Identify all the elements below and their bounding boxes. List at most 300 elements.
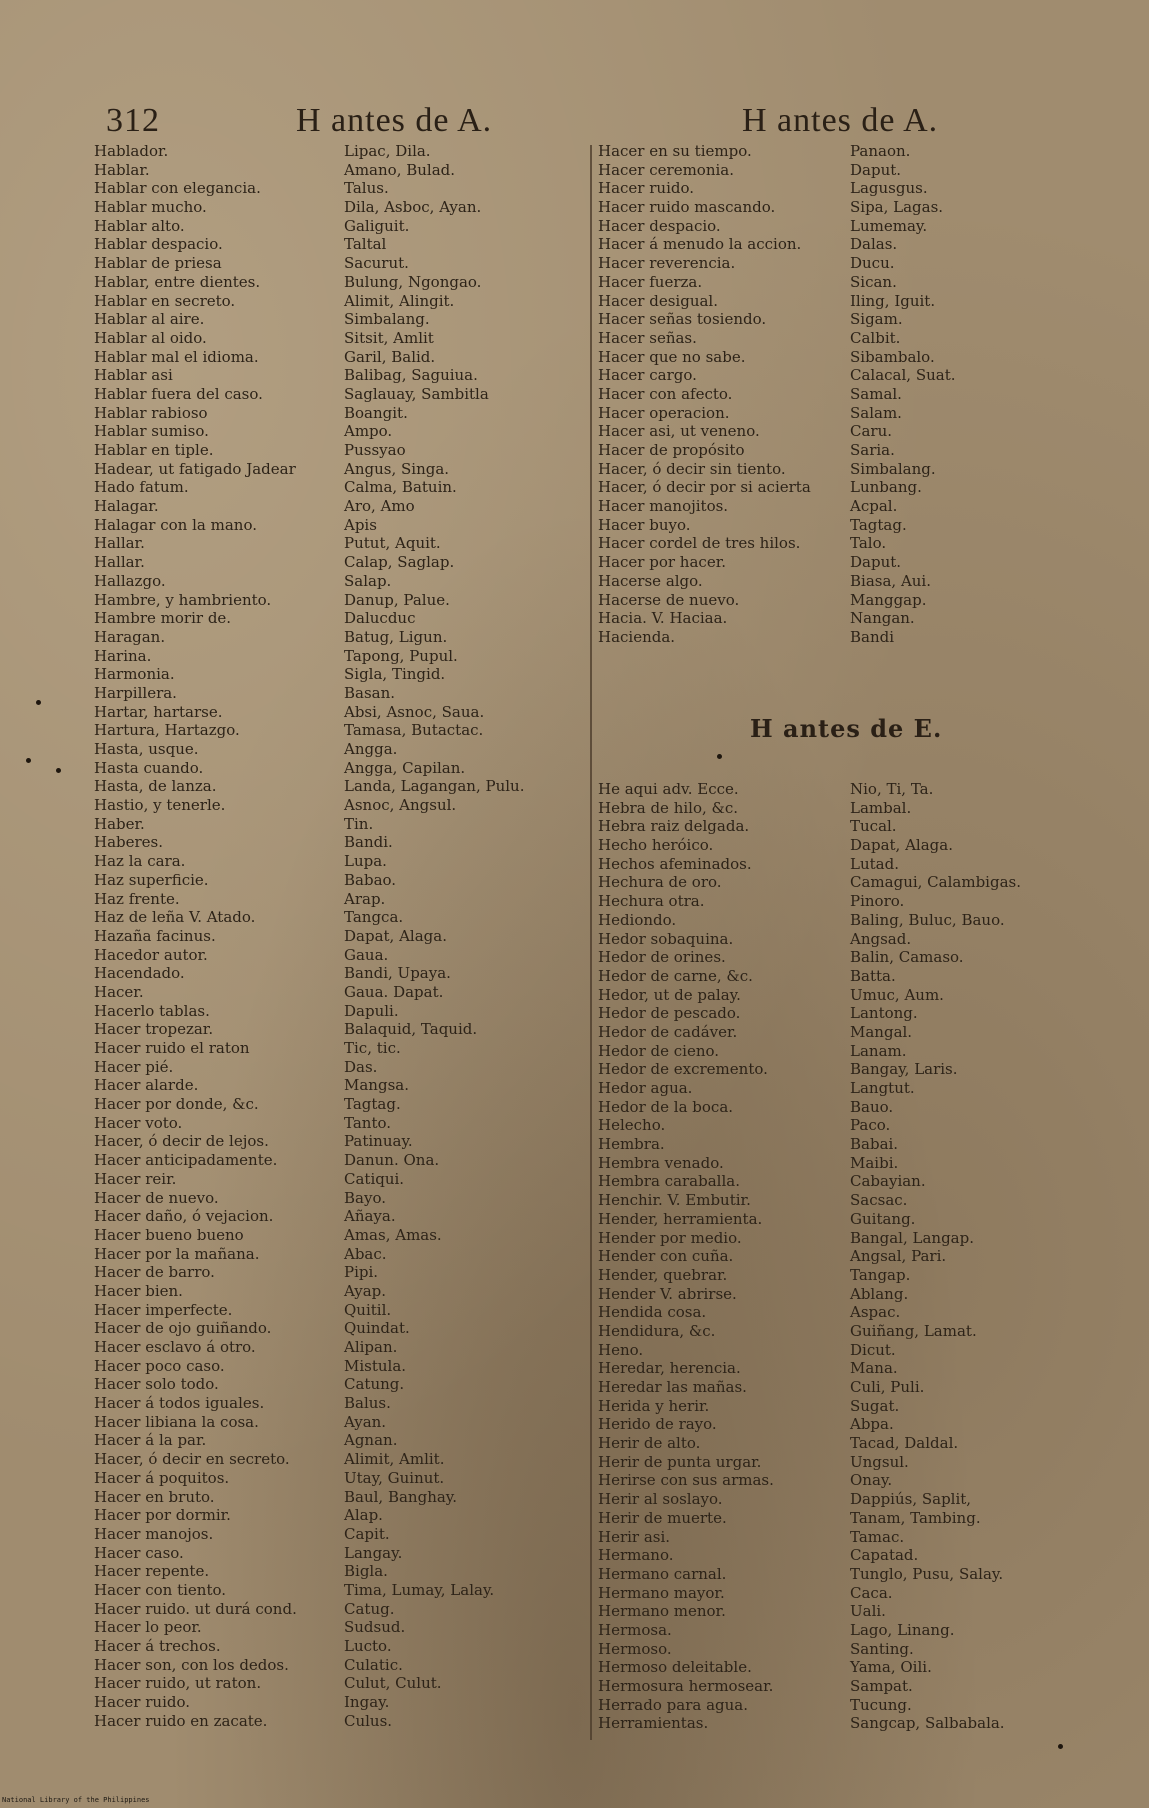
entry-term: Hacer, ó decir de lejos. — [94, 1132, 269, 1151]
dictionary-entry — [598, 1359, 1138, 1378]
entry-translation: Añaya. — [344, 1207, 396, 1226]
entry-translation: Calma, Batuin. — [344, 478, 457, 497]
entry-term: Hacer alarde. — [94, 1076, 199, 1095]
dictionary-entry — [598, 1378, 1138, 1397]
dictionary-entry — [598, 948, 1138, 967]
entry-term: Hacer, ó decir en secreto. — [94, 1450, 290, 1469]
entry-translation: Ungsul. — [850, 1452, 909, 1471]
entry-translation: Tapong, Pupul. — [344, 646, 458, 665]
dictionary-entry — [94, 1600, 584, 1619]
entry-term: Hembra caraballa. — [598, 1172, 740, 1191]
dictionary-entry — [94, 198, 584, 217]
dictionary-entry — [598, 441, 1138, 460]
entry-translation: Bandi — [850, 627, 895, 646]
entry-translation: Daput. — [850, 160, 902, 179]
entry-translation: Angga, Capilan. — [344, 758, 466, 777]
entry-term: Harmonia. — [94, 665, 175, 684]
entry-translation: Culus. — [344, 1711, 393, 1730]
page-number: 312 — [106, 102, 160, 139]
entry-term: Hacer manojos. — [94, 1524, 214, 1543]
dictionary-entry — [598, 930, 1138, 949]
entry-translation: Bayo. — [344, 1188, 386, 1207]
entry-translation: Sican. — [850, 272, 897, 291]
entry-term: Hacer á menudo la accion. — [598, 235, 802, 254]
right-column-bottom — [598, 780, 1138, 1733]
dictionary-entry — [94, 366, 584, 385]
entry-translation: Caru. — [850, 422, 893, 441]
entry-translation: Galiguit. — [344, 216, 410, 235]
dictionary-entry — [94, 1693, 584, 1712]
entry-term: Hacer ruido el raton — [94, 1039, 250, 1057]
entry-term: Hermano menor. — [598, 1602, 726, 1621]
dictionary-entry — [94, 1450, 584, 1469]
dictionary-entry — [598, 1658, 1138, 1677]
entry-translation: Maibi. — [850, 1153, 899, 1172]
entry-term: Hacia. V. Haciaa. — [598, 609, 728, 628]
entry-term: Hermano carnal. — [598, 1564, 727, 1583]
entry-translation: Pipi. — [344, 1263, 379, 1282]
entry-translation: Lunbang. — [850, 478, 922, 497]
entry-translation: Mana. — [850, 1359, 898, 1378]
entry-term: Hasta, usque. — [94, 740, 199, 758]
dictionary-entry — [94, 1338, 584, 1357]
entry-translation: Camagui, Calambigas. — [850, 873, 1021, 892]
dictionary-entry — [598, 873, 1138, 892]
dictionary-entry — [94, 852, 584, 871]
entry-term: Herir de punta urgar. — [598, 1452, 762, 1471]
dictionary-entry — [598, 1546, 1138, 1565]
entry-term: Hacerse algo. — [598, 571, 703, 590]
dictionary-entry — [94, 142, 584, 161]
entry-term: Hacer á poquitos. — [94, 1468, 230, 1487]
entry-translation: Balus. — [344, 1394, 391, 1413]
entry-term: Hablar alto. — [94, 216, 185, 235]
entry-term: Haber. — [94, 814, 145, 833]
dictionary-entry — [598, 516, 1138, 535]
entry-term: Hartura, Hartazgo. — [94, 721, 240, 740]
dictionary-entry — [598, 1453, 1138, 1472]
dictionary-entry — [598, 911, 1138, 930]
entry-term: Hender, quebrar. — [598, 1265, 728, 1284]
entry-translation: Guitang. — [850, 1209, 916, 1228]
dictionary-entry — [598, 1528, 1138, 1547]
entry-translation: Sangcap, Salbabala. — [850, 1714, 1005, 1733]
entry-term: Herida y herir. — [598, 1396, 710, 1415]
entry-translation: Dapuli. — [344, 1001, 399, 1020]
dictionary-entry — [94, 235, 584, 254]
dictionary-entry — [94, 1319, 584, 1338]
entry-term: Hechos afeminados. — [598, 854, 752, 873]
dictionary-entry — [94, 516, 584, 535]
entry-term: Hablar al aire. — [94, 310, 205, 329]
entry-translation: Bulung, Ngongao. — [344, 272, 482, 291]
dictionary-entry — [598, 404, 1138, 423]
entry-translation: Angsad. — [850, 929, 912, 948]
dictionary-entry — [598, 1060, 1138, 1079]
entry-translation: Langay. — [344, 1543, 403, 1562]
entry-term: Hacer libiana la cosa. — [94, 1412, 259, 1431]
entry-translation: Amano, Bulad. — [344, 160, 456, 179]
entry-translation: Lantong. — [850, 1004, 918, 1023]
entry-translation: Tangca. — [344, 908, 404, 927]
entry-term: Hacer. — [94, 982, 144, 1001]
dictionary-entry — [598, 1191, 1138, 1210]
dictionary-entry — [598, 179, 1138, 198]
entry-term: Herir al soslayo. — [598, 1490, 723, 1509]
entry-translation: Ablang. — [850, 1284, 909, 1303]
entry-term: Hendida cosa. — [598, 1303, 707, 1322]
entry-translation: Tucal. — [850, 817, 897, 836]
entry-translation: Dapat, Alaga. — [344, 926, 447, 945]
entry-term: Hacer asi, ut veneno. — [598, 422, 760, 441]
margin-mark — [36, 700, 41, 705]
entry-term: Hacer ruido mascando. — [598, 198, 776, 217]
dictionary-entry — [598, 1509, 1138, 1528]
entry-translation: Manggap. — [850, 590, 927, 609]
entry-translation: Lupa. — [344, 852, 387, 871]
entry-term: Hedor de la boca. — [598, 1097, 734, 1116]
dictionary-entry — [598, 1584, 1138, 1603]
right-running-header: H antes de A. — [742, 102, 939, 139]
entry-term: Hacedor autor. — [94, 945, 208, 964]
dictionary-entry — [598, 1098, 1138, 1117]
entry-translation: Sitsit, Amlit — [344, 328, 434, 347]
entry-term: Haz de leña V. Atado. — [94, 908, 256, 927]
dictionary-entry — [598, 142, 1138, 161]
dictionary-entry — [598, 292, 1138, 311]
entry-term: Hacer pié. — [94, 1057, 174, 1076]
dictionary-entry — [94, 609, 584, 628]
entry-translation: Umuc, Aum. — [850, 985, 944, 1004]
dictionary-entry — [94, 964, 584, 983]
entry-term: Hasta, de lanza. — [94, 777, 217, 796]
entry-translation: Paco. — [850, 1116, 891, 1135]
entry-translation: Cabayian. — [850, 1172, 926, 1191]
entry-term: Heredar, herencia. — [598, 1359, 741, 1378]
dictionary-entry — [94, 1263, 584, 1282]
dictionary-entry — [94, 983, 584, 1002]
entry-translation: Batug, Ligun. — [344, 627, 448, 646]
dictionary-entry — [94, 1544, 584, 1563]
entry-translation: Bigla. — [344, 1562, 388, 1581]
entry-term: Hermano mayor. — [598, 1583, 725, 1602]
dictionary-entry — [94, 1618, 584, 1637]
entry-term: Hallar. — [94, 553, 145, 572]
entry-translation: Bandi, Upaya. — [344, 964, 451, 983]
dictionary-entry — [598, 1490, 1138, 1509]
entry-translation: Tangap. — [850, 1265, 911, 1284]
dictionary-entry — [94, 1656, 584, 1675]
dictionary-entry — [94, 1712, 584, 1731]
entry-translation: Lanam. — [850, 1041, 907, 1060]
entry-translation: Iling, Iguit. — [850, 291, 936, 310]
entry-term: Herir de alto. — [598, 1434, 701, 1453]
entry-translation: Tanam, Tambing. — [850, 1508, 981, 1527]
entry-term: Hender, herramienta. — [598, 1209, 763, 1228]
entry-term: Hedor agua. — [598, 1079, 693, 1097]
dictionary-entry — [598, 1714, 1138, 1733]
dictionary-entry — [94, 740, 584, 759]
dictionary-entry — [598, 1471, 1138, 1490]
dictionary-entry — [598, 478, 1138, 497]
entry-translation: Absi, Asnoc, Saua. — [344, 702, 485, 721]
entry-translation: Angga. — [344, 740, 398, 758]
entry-term: Hablar de priesa — [94, 254, 222, 273]
dictionary-entry — [598, 1247, 1138, 1266]
dictionary-entry — [94, 1562, 584, 1581]
dictionary-entry — [94, 1095, 584, 1114]
dictionary-entry — [94, 478, 584, 497]
entry-translation: Lambal. — [850, 798, 912, 817]
entry-translation: Dappiús, Saplit, — [850, 1490, 972, 1509]
entry-translation: Utay, Guinut. — [344, 1468, 445, 1487]
dictionary-entry — [94, 404, 584, 423]
entry-term: Hablar rabioso — [94, 403, 208, 422]
entry-translation: Guiñang, Lamat. — [850, 1321, 977, 1340]
entry-term: Haragan. — [94, 627, 166, 646]
entry-translation: Sigam. — [850, 310, 903, 329]
dictionary-entry — [94, 721, 584, 740]
entry-term: Hacer poco caso. — [94, 1356, 225, 1375]
entry-translation: Daput. — [850, 553, 902, 572]
dictionary-entry — [598, 855, 1138, 874]
entry-translation: Alap. — [344, 1506, 383, 1525]
entry-term: Hado fatum. — [94, 478, 189, 497]
dictionary-entry — [94, 833, 584, 852]
dictionary-entry — [598, 572, 1138, 591]
dictionary-entry — [94, 1413, 584, 1432]
dictionary-entry — [94, 1375, 584, 1394]
entry-term: Hacer cordel de tres hilos. — [598, 534, 801, 553]
entry-translation: Abac. — [344, 1244, 387, 1263]
entry-translation: Uali. — [850, 1602, 886, 1621]
entry-term: Hacer con tiento. — [94, 1580, 227, 1599]
entry-term: Hedor de cieno. — [598, 1041, 720, 1060]
entry-term: Hallar. — [94, 534, 145, 553]
entry-term: Hacer señas tosiendo. — [598, 310, 767, 329]
entry-term: Hacer caso. — [94, 1543, 184, 1562]
entry-translation: Tunglo, Pusu, Salay. — [850, 1564, 1004, 1583]
dictionary-entry — [94, 1039, 584, 1058]
entry-term: Hadear, ut fatigado Jadear — [94, 459, 296, 478]
dictionary-entry — [94, 385, 584, 404]
dictionary-entry — [94, 497, 584, 516]
entry-translation: Taltal — [344, 235, 387, 254]
dictionary-entry — [94, 890, 584, 909]
entry-term: Heno. — [598, 1340, 644, 1359]
dictionary-entry — [598, 553, 1138, 572]
entry-translation: Dicut. — [850, 1340, 896, 1359]
entry-translation: Apis — [344, 515, 377, 534]
left-column — [94, 142, 584, 1730]
dictionary-entry — [94, 161, 584, 180]
entry-translation: Ducu. — [850, 254, 895, 273]
dictionary-entry — [94, 1226, 584, 1245]
entry-term: Hacer de barro. — [94, 1263, 215, 1282]
dictionary-entry — [94, 534, 584, 553]
entry-term: Heredar las mañas. — [598, 1378, 747, 1396]
entry-term: Hacer en bruto. — [94, 1487, 215, 1506]
entry-term: Hacer ceremonia. — [598, 160, 734, 179]
entry-translation: Salap. — [344, 571, 392, 590]
entry-term: Hablar en secreto. — [94, 291, 236, 310]
dictionary-entry — [94, 1114, 584, 1133]
entry-translation: Amas, Amas. — [344, 1225, 442, 1244]
entry-term: Hacer solo todo. — [94, 1375, 219, 1394]
entry-term: Hacer fuerza. — [598, 272, 703, 291]
entry-translation: Baling, Buluc, Bauo. — [850, 910, 1005, 929]
entry-translation: Catiqui. — [344, 1169, 405, 1188]
entry-translation: Danup, Palue. — [344, 590, 450, 609]
entry-term: Hacer son, con los dedos. — [94, 1655, 289, 1674]
dictionary-entry — [598, 348, 1138, 367]
dictionary-entry — [94, 1245, 584, 1264]
dictionary-entry — [94, 628, 584, 647]
entry-term: Hacer operacion. — [598, 403, 730, 422]
entry-translation: Langtut. — [850, 1079, 915, 1097]
entry-term: Hacer cargo. — [598, 366, 697, 385]
entry-translation: Mangsa. — [344, 1076, 409, 1095]
entry-translation: Balaquid, Taquid. — [344, 1020, 478, 1039]
entry-term: Hacer con afecto. — [598, 384, 733, 403]
entry-term: Hambre, y hambriento. — [94, 590, 272, 609]
dictionary-entry — [598, 1154, 1138, 1173]
entry-translation: Lutad. — [850, 854, 899, 873]
entry-translation: Sacsac. — [850, 1191, 908, 1210]
entry-translation: Sacurut. — [344, 254, 409, 273]
dictionary-entry — [598, 799, 1138, 818]
dictionary-entry — [94, 1394, 584, 1413]
entry-term: Hacer daño, ó vejacion. — [94, 1207, 274, 1226]
entry-translation: Capatad. — [850, 1546, 919, 1565]
entry-translation: Tucung. — [850, 1695, 912, 1714]
entry-term: Hacer ruido en zacate. — [94, 1711, 268, 1730]
dictionary-entry — [94, 1488, 584, 1507]
entry-translation: Balibag, Saguiua. — [344, 366, 478, 385]
entry-translation: Catug. — [344, 1599, 395, 1618]
entry-term: Hacer de ojo guiñando. — [94, 1319, 272, 1338]
entry-translation: Sipa, Lagas. — [850, 198, 944, 217]
entry-term: Hembra. — [598, 1135, 665, 1154]
dictionary-entry — [94, 703, 584, 722]
dictionary-entry — [94, 348, 584, 367]
entry-term: Hermoso. — [598, 1639, 672, 1658]
entry-term: Hasta cuando. — [94, 758, 204, 777]
entry-translation: Panaon. — [850, 142, 911, 160]
entry-translation: Nio, Ti, Ta. — [850, 780, 934, 798]
entry-term: Hediondo. — [598, 910, 677, 929]
entry-translation: Aspac. — [850, 1303, 901, 1322]
entry-term: Hacer señas. — [598, 328, 697, 347]
entry-translation: Lipac, Dila. — [344, 142, 431, 160]
dictionary-entry — [94, 927, 584, 946]
entry-translation: Samal. — [850, 384, 902, 403]
entry-term: Hacer de nuevo. — [94, 1188, 219, 1207]
dictionary-entry — [94, 254, 584, 273]
entry-translation: Yama, Oili. — [850, 1658, 932, 1677]
entry-translation: Landa, Lagangan, Pulu. — [344, 777, 525, 796]
entry-translation: Calap, Saglap. — [344, 553, 455, 572]
entry-term: Hender con cuña. — [598, 1247, 734, 1266]
entry-translation: Bandi. — [344, 833, 393, 852]
entry-translation: Tima, Lumay, Lalay. — [344, 1580, 495, 1599]
entry-translation: Boangit. — [344, 403, 408, 422]
entry-translation: Acpal. — [850, 497, 898, 516]
entry-term: Hender V. abrirse. — [598, 1284, 737, 1303]
entry-term: Hechura de oro. — [598, 873, 722, 892]
entry-translation: Ayap. — [344, 1281, 387, 1300]
entry-term: Hablar, entre dientes. — [94, 272, 261, 291]
dictionary-entry — [598, 1602, 1138, 1621]
dictionary-entry — [94, 179, 584, 198]
dictionary-entry — [94, 946, 584, 965]
entry-term: Hecho heróico. — [598, 836, 714, 855]
entry-term: Hacer, ó decir por si acierta — [598, 478, 811, 497]
dictionary-entry — [94, 1020, 584, 1039]
entry-translation: Agnan. — [344, 1431, 398, 1450]
entry-translation: Lucto. — [344, 1637, 392, 1655]
dictionary-entry — [94, 1637, 584, 1656]
entry-term: Haz superficie. — [94, 870, 209, 889]
entry-translation: Tanto. — [344, 1113, 392, 1132]
entry-term: Hedor de pescado. — [598, 1004, 741, 1023]
dictionary-entry — [94, 441, 584, 460]
dictionary-entry — [598, 836, 1138, 855]
entry-term: Hebra raiz delgada. — [598, 817, 750, 836]
entry-translation: Babao. — [344, 870, 397, 889]
entry-term: Hacer ruido. — [94, 1693, 191, 1712]
entry-term: Hablar mucho. — [94, 198, 207, 217]
left-running-header: H antes de A. — [296, 102, 493, 139]
dictionary-entry — [598, 1434, 1138, 1453]
entry-translation: Salam. — [850, 403, 902, 422]
dictionary-entry — [598, 1415, 1138, 1434]
dictionary-entry — [598, 497, 1138, 516]
entry-term: Harpillera. — [94, 683, 177, 702]
entry-term: Haberes. — [94, 833, 164, 852]
entry-term: Hablar despacio. — [94, 235, 223, 254]
entry-translation: Dila, Asboc, Ayan. — [344, 198, 482, 217]
entry-translation: Biasa, Aui. — [850, 571, 931, 590]
entry-term: Herir de muerte. — [598, 1508, 727, 1527]
dictionary-entry — [94, 1431, 584, 1450]
entry-translation: Caca. — [850, 1583, 893, 1602]
dictionary-entry — [94, 1525, 584, 1544]
entry-term: Hechura otra. — [598, 892, 705, 911]
dictionary-entry — [94, 422, 584, 441]
entry-term: Hendidura, &c. — [598, 1321, 716, 1340]
entry-term: Hedor sobaquina. — [598, 929, 734, 948]
entry-term: Hacer que no sabe. — [598, 347, 746, 366]
entry-translation: Bangal, Langap. — [850, 1228, 974, 1247]
entry-translation: Das. — [344, 1057, 378, 1076]
dictionary-entry — [94, 572, 584, 591]
dictionary-entry — [94, 1189, 584, 1208]
entry-translation: Asnoc, Angsul. — [344, 796, 457, 815]
entry-term: Hablar sumiso. — [94, 422, 209, 441]
entry-term: Hacer tropezar. — [94, 1020, 214, 1039]
dictionary-entry — [598, 235, 1138, 254]
entry-term: Hedor de orines. — [598, 948, 726, 967]
entry-translation: Arap. — [344, 889, 386, 908]
entry-term: Hablar al oido. — [94, 328, 207, 347]
entry-term: Hacer de propósito — [598, 441, 745, 459]
entry-term: Haz frente. — [94, 889, 180, 908]
entry-translation: Abpa. — [850, 1415, 894, 1434]
dictionary-entry — [94, 329, 584, 348]
entry-term: Helecho. — [598, 1116, 666, 1135]
dictionary-entry — [94, 1151, 584, 1170]
